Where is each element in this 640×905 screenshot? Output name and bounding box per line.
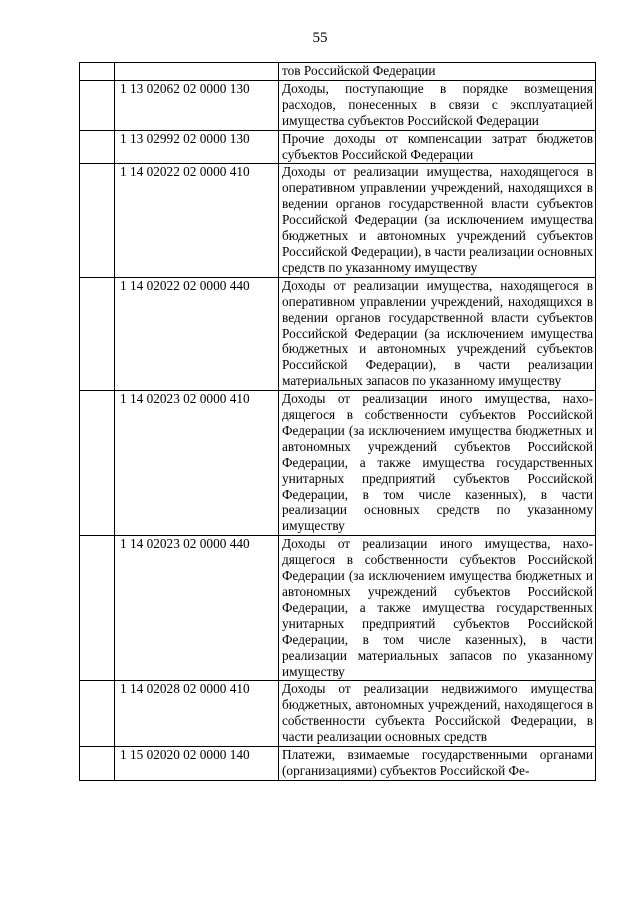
table-row	[80, 63, 596, 81]
description-cell: Прочие доходы от компенсации затрат бюджетов субъектов Российской Федерации	[279, 130, 596, 164]
blank-cell	[80, 747, 115, 781]
table-row	[80, 164, 596, 277]
code-cell: 1 14 02028 02 0000 410	[115, 681, 279, 747]
description-cell: Доходы от реализации имущества, находящегося в оперативном управлении учреждений, находящихся в ведении органов государственной власти субъектов Российской Федерации (за исключением имущества бюджетных и автономных учреждений субъектов Российской Федерации), в части реализации материальных запасов по указанному имуществу	[279, 277, 596, 390]
description-cell: Платежи, взимаемые государственными органами (организациями) субъектов Российской Фе-	[279, 747, 596, 781]
description-cell: Доходы от реализации иного имущества, находящегося в собственности субъектов Российской Федерации (за исключением имущества бюджетных и автономных учреждений субъектов Российской Федерации, а также имущества государственных унитарных предприятий субъектов Российской Федерации, в том числе казенных), в части реализации основных средств по указанному имуществу	[279, 391, 596, 536]
description-cell: тов Российской Федерации	[279, 63, 596, 81]
table-row	[80, 391, 596, 536]
table-row	[80, 80, 596, 130]
page-number: 55	[312, 30, 328, 46]
blank-cell	[80, 681, 115, 747]
blank-cell	[80, 130, 115, 164]
description-cell: Доходы от реализации недвижимого имущества бюджетных, автономных учреждений, находящегося в собственности субъекта Российской Федерации, в части реализации основных средств	[279, 681, 596, 747]
table-row	[80, 747, 596, 781]
budget-classification-table	[79, 62, 596, 781]
blank-cell	[80, 80, 115, 130]
code-cell: 1 14 02022 02 0000 440	[115, 277, 279, 390]
code-cell	[115, 63, 279, 81]
blank-cell	[80, 391, 115, 536]
table-row	[80, 130, 596, 164]
blank-cell	[80, 277, 115, 390]
blank-cell	[80, 164, 115, 277]
description-cell: Доходы, поступающие в порядке возмещения расходов, понесенных в связи с эксплуатацией имущества субъектов Российской Федерации	[279, 80, 596, 130]
code-cell: 1 14 02023 02 0000 410	[115, 391, 279, 536]
code-cell: 1 14 02023 02 0000 440	[115, 536, 279, 681]
code-cell: 1 14 02022 02 0000 410	[115, 164, 279, 277]
code-cell: 1 13 02062 02 0000 130	[115, 80, 279, 130]
code-cell: 1 15 02020 02 0000 140	[115, 747, 279, 781]
table-row	[80, 681, 596, 747]
blank-cell	[80, 536, 115, 681]
description-cell: Доходы от реализации иного имущества, находящегося в собственности субъектов Российской Федерации (за исключением имущества бюджетных и автономных учреждений субъектов Российской Федерации, а также имущества государственных унитарных предприятий субъектов Российской Федерации, в том числе казенных), в части реализации материальных запасов по указанному имуществу	[279, 536, 596, 681]
blank-cell	[80, 63, 115, 81]
description-cell: Доходы от реализации имущества, находящегося в оперативном управлении учреждений, находящихся в ведении органов государственной власти субъектов Российской Федерации (за исключением имущества бюджетных и автономных учреждений субъектов Российской Федерации), в части реализации основных средств по указанному имуществу	[279, 164, 596, 277]
code-cell: 1 13 02992 02 0000 130	[115, 130, 279, 164]
table-row	[80, 536, 596, 681]
table-row	[80, 277, 596, 390]
